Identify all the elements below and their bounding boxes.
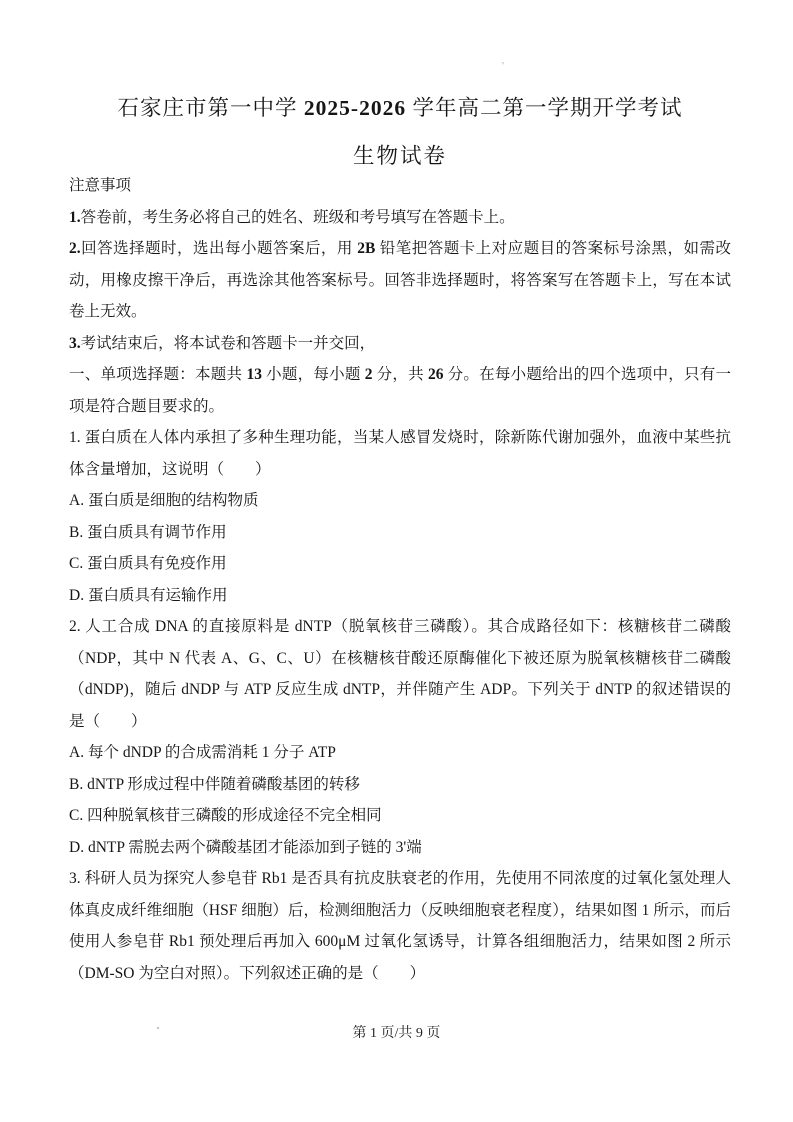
- bold-text: 2: [364, 366, 373, 383]
- question-1-option-a: A. 蛋白质是细胞的结构物质: [69, 492, 259, 509]
- page-number: 第 1 页/共 9 页: [352, 1026, 441, 1041]
- notice-item-1: 1.答卷前，考生务必将自己的姓名、班级和考号填写在答题卡上。: [69, 208, 515, 226]
- exam-subtitle: 生物试卷: [352, 144, 447, 168]
- notice-heading: 注意事项: [69, 177, 132, 194]
- exam-title: 石家庄市第一中学 2025-2026 学年高二第一学期开学考试: [117, 96, 683, 120]
- bold-text: 2.: [69, 240, 81, 257]
- bold-text: 1.: [69, 208, 81, 226]
- bold-text: 2025-2026: [303, 96, 407, 120]
- question-1-stem: 1. 蛋白质在人体内承担了多种生理功能，当某人感冒发烧时，除新陈代谢加强外，血液中某些抗体含量增加，这说明（ ）: [69, 429, 731, 478]
- bold-text: 2B: [357, 240, 376, 257]
- question-2-option-a: A. 每个 dNDP 的合成需消耗 1 分子 ATP: [69, 744, 336, 761]
- bold-text: 3.: [69, 334, 81, 352]
- question-1-option-b: B. 蛋白质具有调节作用: [69, 523, 227, 541]
- question-2-option-c: C. 四种脱氧核苷三磷酸的形成途径不完全相同: [69, 807, 382, 824]
- notice-item-2: 2.回答选择题时，选出每小题答案后，用 2B 铅笔把答题卡上对应题目的答案标号涂黑，如需改动，用橡皮擦干净后，再选涂其他答案标号。回答非选择题时，将答案写在答题卡上，写在本试卷上无效。: [69, 240, 731, 320]
- notice-item-3: 3.考试结束后，将本试卷和答题卡一并交回，: [69, 334, 376, 352]
- question-1-option-d: D. 蛋白质具有运输作用: [69, 586, 228, 604]
- document-content: [69, 94, 731, 989]
- bold-text: 13: [246, 366, 262, 383]
- question-2-option-d: D. dNTP 需脱去两个磷酸基团才能添加到子链的 3'端: [69, 838, 422, 856]
- scan-artifact-mark: ': [502, 60, 504, 72]
- bold-text: 26: [428, 366, 444, 383]
- question-3-stem: 3. 科研人员为探究人参皂苷 Rb1 是否具有抗皮肤衰老的作用，先使用不同浓度的过氧化氢处理人体真皮成纤维细胞（HSF 细胞）后，检测细胞活力（反映细胞衰老程度），结果如图 1 所示，而后使用人参皂苷 Rb1 预处理后再加入 600μM 过氧化氢诱导，计算各组细胞活力，结果如图 2 所示（DM-SO 为空白对照）。下列叙述正确的是（ ）: [69, 870, 731, 982]
- section-header: 一、单项选择题：本题共 13 小题，每小题 2 分，共 26 分。在每小题给出的四个选项中，只有一项是符合题目要求的。: [69, 366, 731, 415]
- question-2-option-b: B. dNTP 形成过程中伴随着磷酸基团的转移: [69, 775, 360, 793]
- question-1-option-c: C. 蛋白质具有免疫作用: [69, 555, 227, 572]
- question-2-stem: 2. 人工合成 DNA 的直接原料是 dNTP（脱氧核苷三磷酸）。其合成路径如下：核糖核苷二磷酸（NDP，其中 N 代表 A、G、C、U）在核糖核苷酸还原酶催化下被还原为脱氧核糖核苷二磷酸（dNDP)，随后 dNDP 与 ATP 反应生成 dNTP，并伴随产生 ADP。下列关于 dNTP 的叙述错误的是（ ）: [69, 618, 731, 730]
